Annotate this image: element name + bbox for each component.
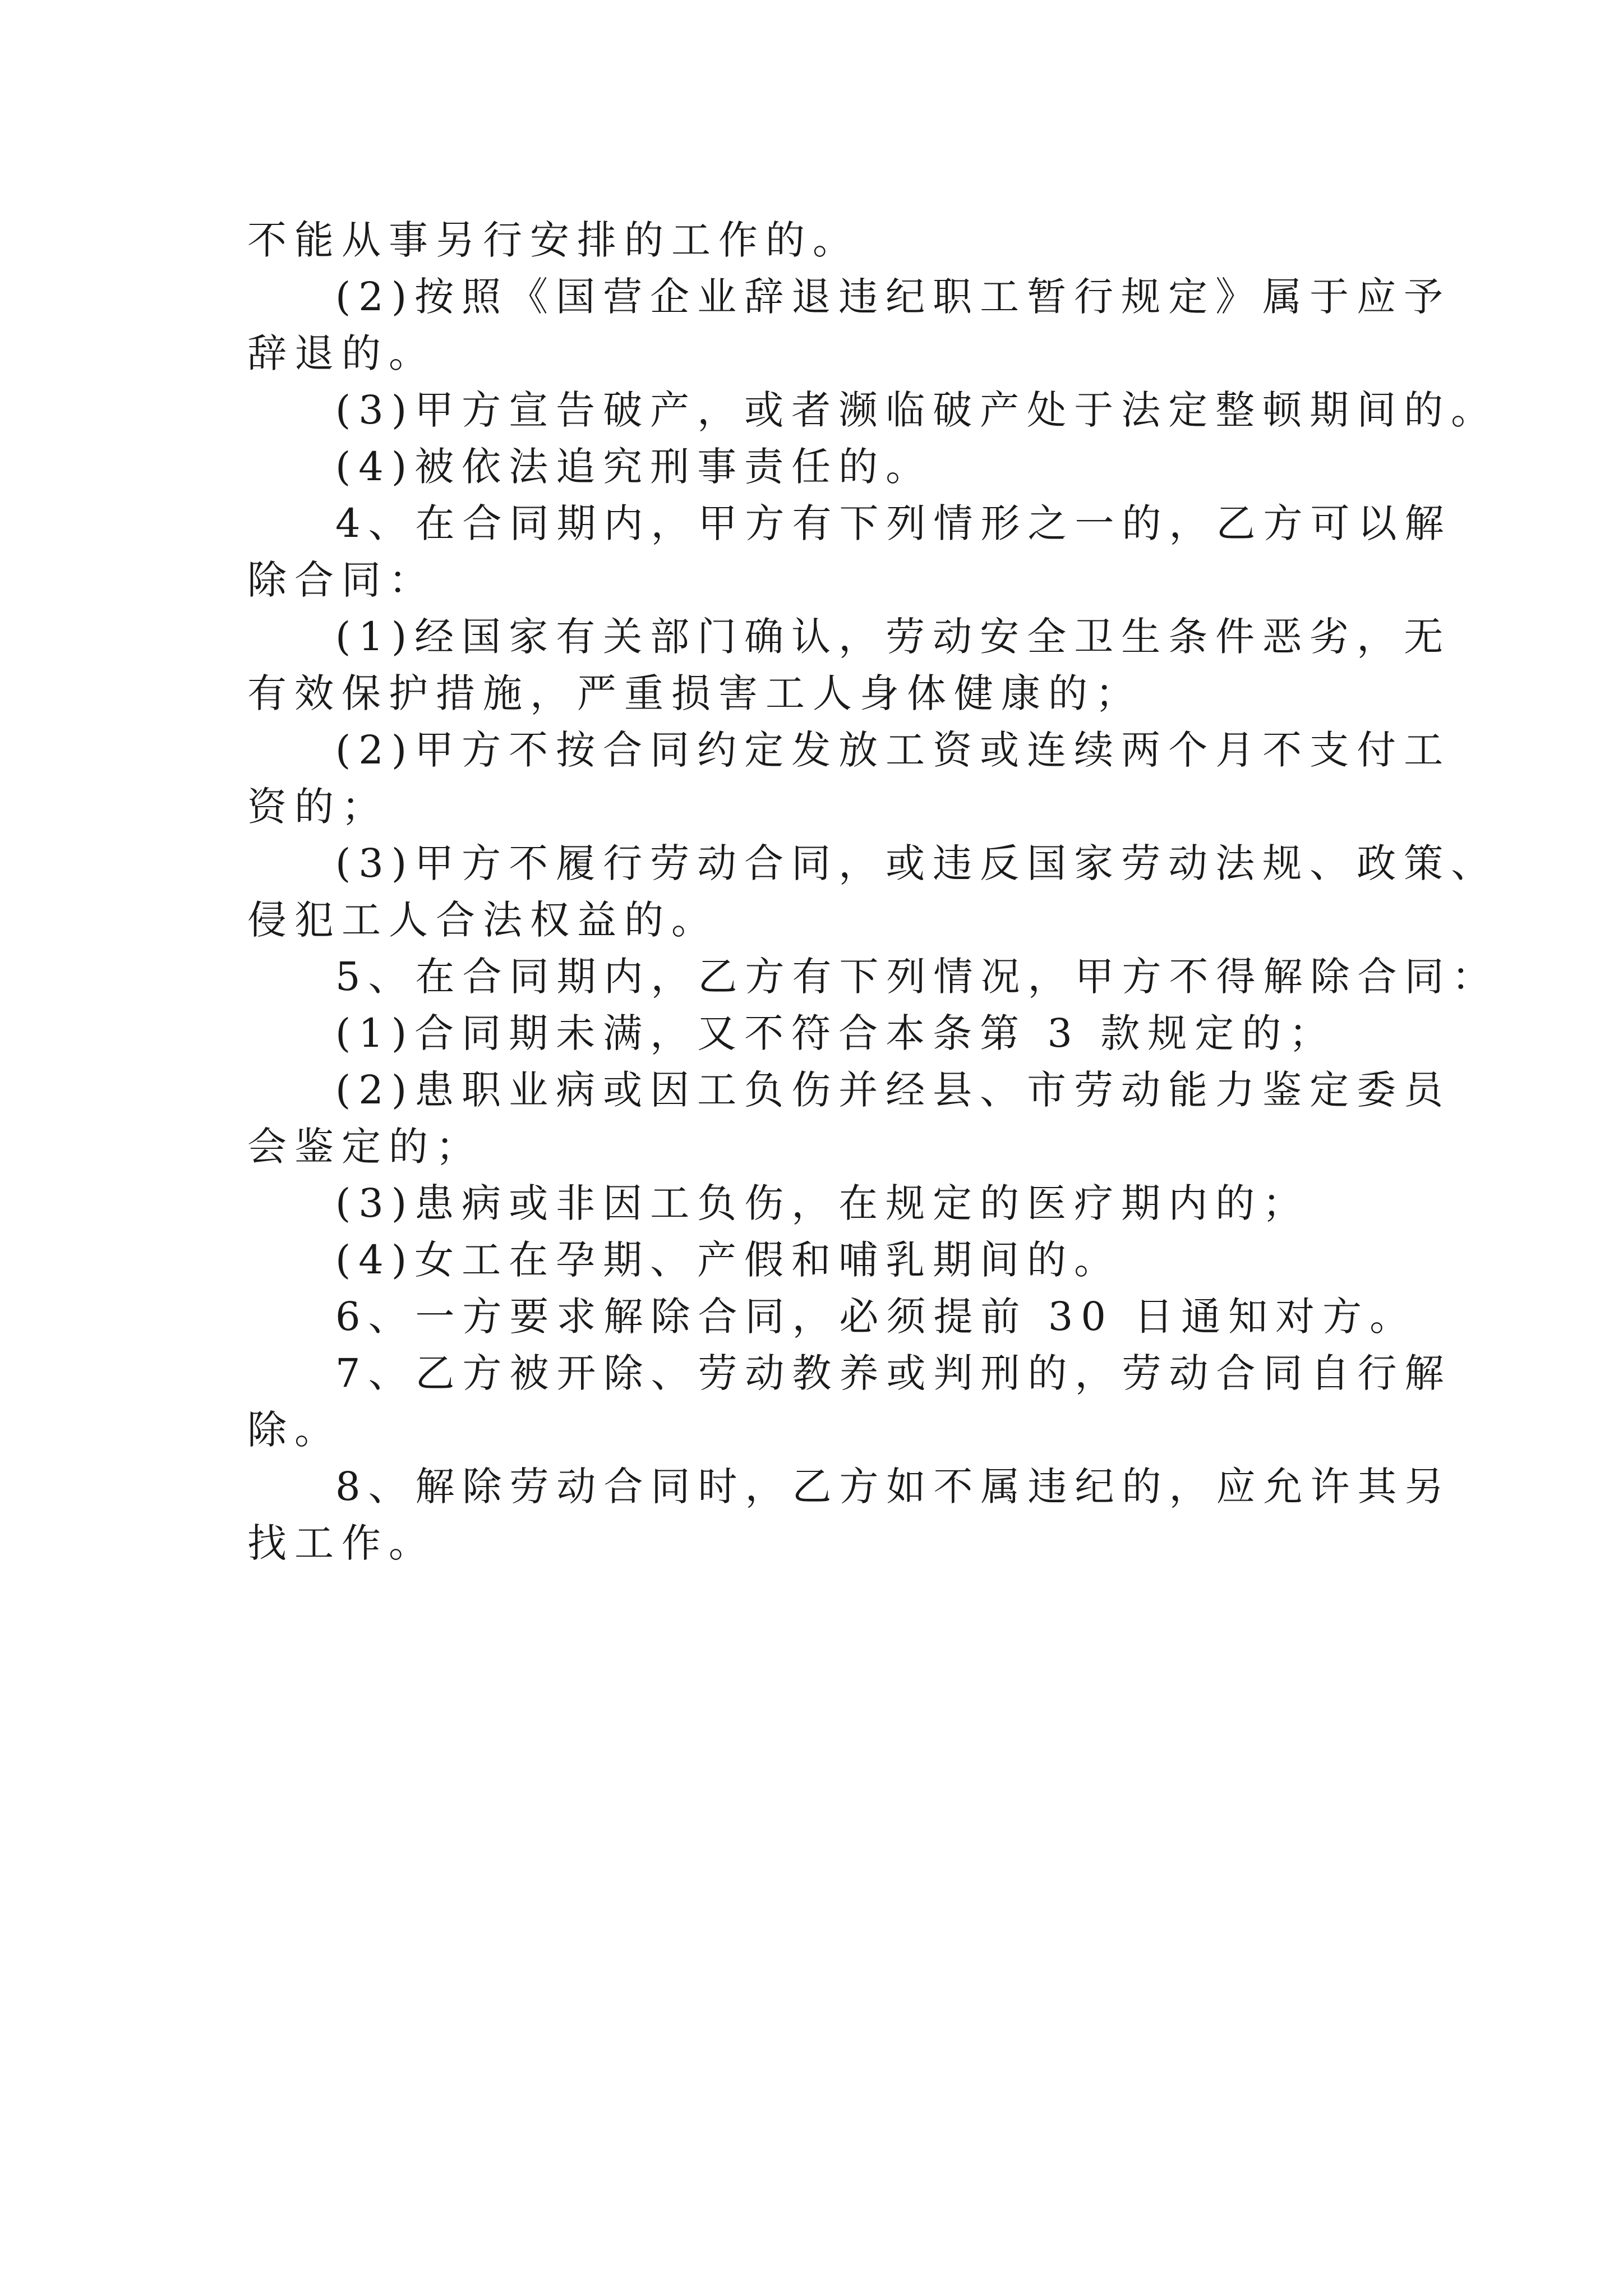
document-body xyxy=(247,212,1499,1572)
text-line: 不能从事另行安排的工作的。 xyxy=(247,217,860,263)
text-line: 7、乙方被开除、劳动教养或判刑的，劳动合同自行解 xyxy=(335,1350,1452,1396)
text-line: (4)被依法追究刑事责任的。 xyxy=(335,444,933,490)
text-line: 资的； xyxy=(247,784,389,830)
text-line: (2)甲方不按合同约定发放工资或连续两个月不支付工 xyxy=(335,727,1451,773)
text-line: 8、解除劳动合同时，乙方如不属违纪的，应允许其另 xyxy=(335,1464,1452,1510)
text-line: 有效保护措施，严重损害工人身体健康的； xyxy=(247,670,1142,716)
text-line: (2)按照《国营企业辞退违纪职工暂行规定》属于应予 xyxy=(335,274,1451,320)
text-line: 除合同： xyxy=(247,557,436,603)
text-line: (1)合同期未满，又不符合本条第 3 款规定的； xyxy=(335,1010,1336,1056)
text-line: 4、在合同期内，甲方有下列情形之一的，乙方可以解 xyxy=(335,500,1452,546)
text-line: (3)甲方不履行劳动合同，或违反国家劳动法规、政策、 xyxy=(335,840,1498,886)
text-line: 辞退的。 xyxy=(247,330,436,376)
text-line: (4)女工在孕期、产假和哺乳期间的。 xyxy=(335,1237,1122,1283)
text-line: 6、一方要求解除合同，必须提前 30 日通知对方。 xyxy=(335,1294,1417,1340)
text-line: (3)患病或非因工负伤，在规定的医疗期内的； xyxy=(335,1180,1310,1226)
text-line: (2)患职业病或因工负伤并经县、市劳动能力鉴定委员 xyxy=(335,1067,1451,1113)
text-line: (3)甲方宣告破产，或者濒临破产处于法定整顿期间的。 xyxy=(335,387,1498,433)
text-line: 找工作。 xyxy=(247,1520,436,1566)
text-line: 侵犯工人合法权益的。 xyxy=(247,897,718,943)
text-line: 会鉴定的； xyxy=(247,1124,483,1170)
text-line: (1)经国家有关部门确认，劳动安全卫生条件恶劣，无 xyxy=(335,614,1451,660)
text-line: 除。 xyxy=(247,1407,342,1453)
text-line: 5、在合同期内，乙方有下列情况，甲方不得解除合同： xyxy=(335,954,1499,1000)
